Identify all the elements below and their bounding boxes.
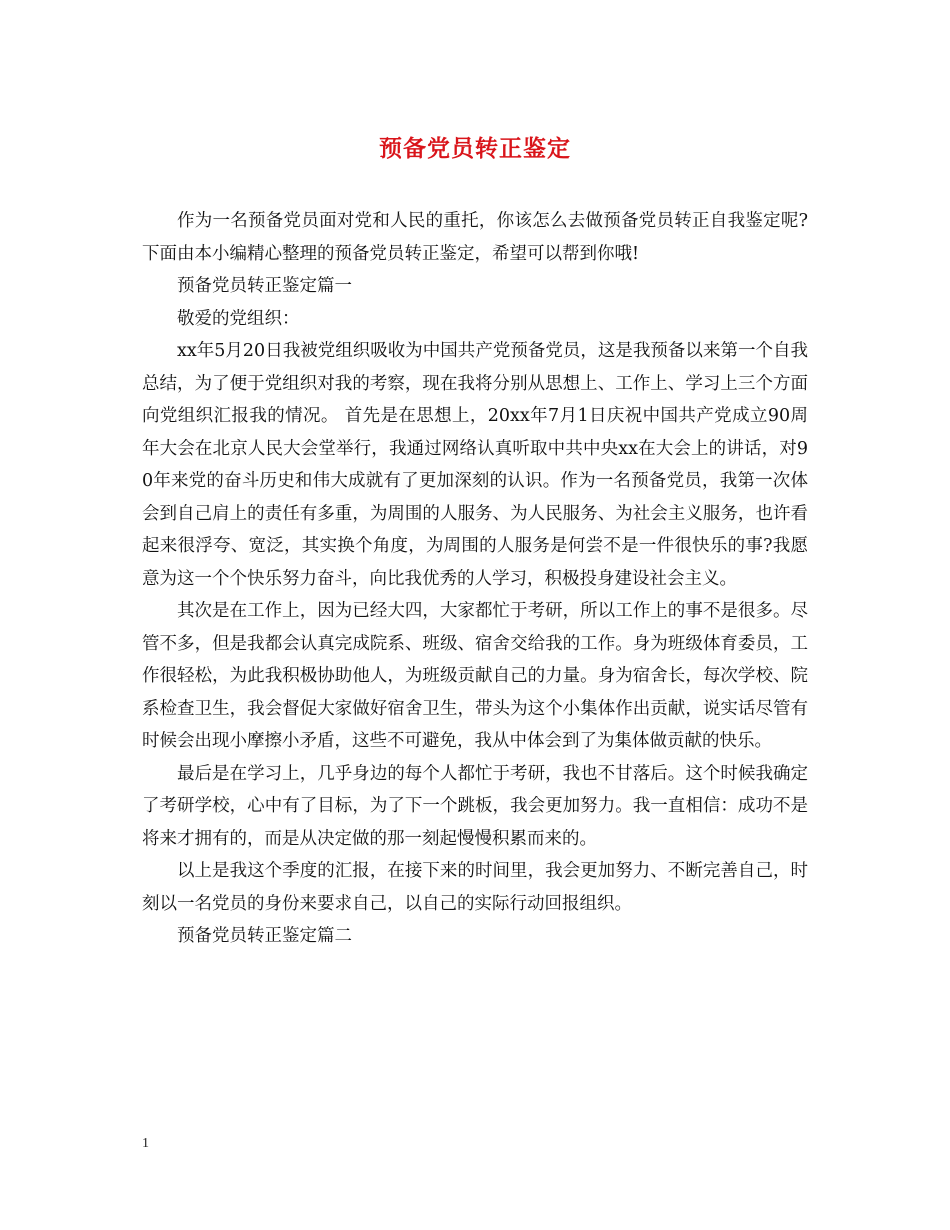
section-heading-2: 预备党员转正鉴定篇二 [177,926,352,946]
document-title: 预备党员转正鉴定 [379,136,571,162]
page-number: 1 [142,1136,149,1151]
section-heading-1: 预备党员转正鉴定篇一 [177,276,352,296]
body-paragraph-thought: xx年5月20日我被党组织吸收为中国共产党预备党员，这是我预备以来第一个自我总结，为了便于党组织对我的考察，现在我将分别从思想上、工作上、学习上三个方面向党组织汇报我的情况。 首先是在思想上，20xx年7月1日庆祝中国共产党成立90周年大会在北京人民大会堂举行，我通过网络认真听取中共中央xx在大会上的讲话，对90年来党的奋斗历史和伟大成就有了更加深刻的认识。作为一名预备党员，我第一次体会到自己肩上的责任有多重，为周围的人服务、为人民服务、为社会主义服务，也许看起来很浮夸、宽泛，其实换个角度，为周围的人服务是何尝不是一件很快乐的事?我愿意为这一个个快乐努力奋斗，向比我优秀的人学习，积极投身建设社会主义。 [142,341,808,589]
body-paragraph-work: 其次是在工作上，因为已经大四，大家都忙于考研，所以工作上的事不是很多。尽管不多，但是我都会认真完成院系、班级、宿舍交给我的工作。身为班级体育委员，工作很轻松，为此我积极协助他人，为班级贡献自己的力量。身为宿舍长，每次学校、院系检查卫生，我会督促大家做好宿舍卫生，带头为这个小集体作出贡献，说实话尽管有时候会出现小摩擦小矛盾，这些不可避免，我从中体会到了为集体做贡献的快乐。 [142,601,808,751]
body-paragraph-study: 最后是在学习上，几乎身边的每个人都忙于考研，我也不甘落后。这个时候我确定了考研学校，心中有了目标，为了下一个跳板，我会更加努力。我一直相信：成功不是将来才拥有的，而是从决定做的那一刻起慢慢积累而来的。 [142,763,808,849]
salutation: 敬爱的党组织： [177,308,300,329]
document-body [142,205,808,953]
body-paragraph-closing: 以上是我这个季度的汇报，在接下来的时间里，我会更加努力、不断完善自己，时刻以一名党员的身份来要求自己，以自己的实际行动回报组织。 [142,861,808,914]
intro-paragraph: 作为一名预备党员面对党和人民的重托，你该怎么去做预备党员转正自我鉴定呢?下面由本小编精心整理的预备党员转正鉴定，希望可以帮到你哦! [142,211,808,264]
